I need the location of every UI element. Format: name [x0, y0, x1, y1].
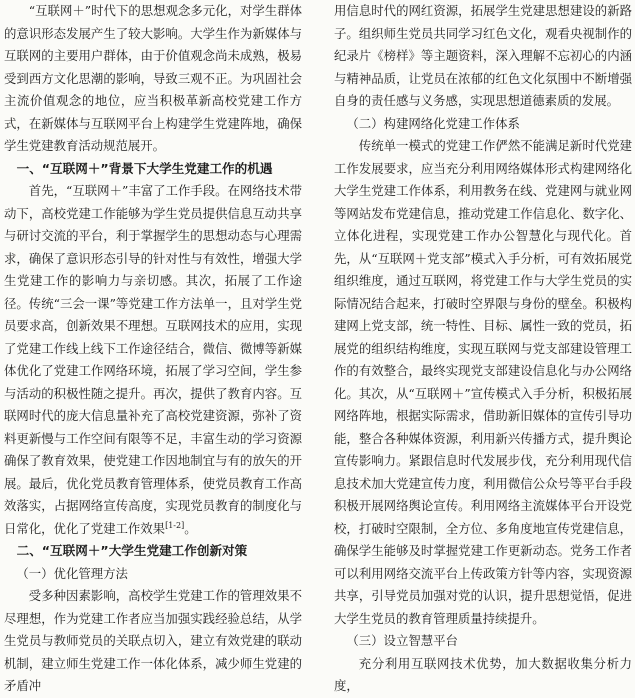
section-heading-strategies: 二、“互联网＋”大学生党建工作创新对策	[16, 543, 248, 558]
subsection-heading-smart-platform: （三）设立智慧平台	[346, 633, 458, 648]
network-system-paragraph: 传统单一模式的党建工作俨然不能满足新时代党建工作发展要求，应当充分利用网络媒体形式构建网络化大学生党建工作体系，利用教务在线、党建网与就业网等网站发布党建信息，推动党建工作信息化、数字化、立体化进程，实现党建工作办公智慧化与现代化。首先，从“互联网＋党支部”模式入手分析，可有效拓展党组织维度，通过互联网，将党建工作与大学生党员的实际情况结合起来，打破时空界限与身份的壁垒。积极构建网上党支部，统一特性、目标、属性一致的党员，拓展党的组织结构维度，实现互联网与党支部建设管理工作的有效整合，最终实现党支部建设信息化与办公网络化。其次，从“互联网＋”宣传模式入手分析，积极拓展网络阵地，根据实际需求，借助新旧媒体的宣传引导功能，整合各种媒体资源，利用新兴传播方式，提升舆论宣传影响力。紧跟信息时代发展步伐，充分利用现代信息技术加大党建宣传力度，利用微信公众号等平台手段积极开展网络舆论宣传。利用网络主流媒体平台开设党校，打破时空限制，全方位、多角度地宣传党建信息，确保学生能够及时掌握党建工作更新动态。党务工作者可以利用网络交流平台上传政策方针等内容，实现资源共享，引导党员加强对党的认识，提升思想觉悟，促进大学生党员的教育管理质量持续提升。	[334, 138, 632, 626]
intro-paragraph: “互联网＋”时代下的思想观念多元化，对学生群体的意识形态发展产生了较大影响。大学生作为新媒体与互联网的主要用户群体，由于价值观念尚未成熟，极易受到西方文化思潮的影响，导致三观不正。为巩固社会主流价值观念的地位，应当积极革新高校党建工作方式，在新媒体与互联网平台上构建学生党建阵地，确保学生党建教育活动规范展开。	[4, 3, 302, 153]
opportunities-text: 首先，“互联网＋”丰富了工作手段。在网络技术带动下，高校党建工作能够为学生党员提供信息互动共享与研讨交流的平台，利于掌握学生的思想动态与心理需求，确保了意识形态引导的针对性与有效性，增强大学生党建工作的影响力与亲切感。其次，拓展了工作途径。传统“三会一课”等党建工作方法单一，且对学生党员要求高，创新效果不理想。互联网技术的应用，实现了党建工作线上线下工作途径结合，微信、微博等新媒体优化了党建工作网络环境，拓展了学习空间，学生参与活动的积极性随之提升。再次，提供了教育内容。互联网时代的庞大信息量补充了高校党建资源，弥补了资料更新慢与工作空间有限等不足，丰富生动的学习资源确保了教育效果，使党建工作因地制宜与有的放矢的开展。最后，优化党员教育管理体系，使党员教育工作高效落实，占据网络宣传高度，实现党员教育的制度化与日常化，优化了党建工作效果	[4, 183, 302, 536]
continued-paragraph: 用信息时代的网红资源，拓展学生党建思想建设的新路子。组织师生党员共同学习红色文化，观看央视制作的纪录片《榜样》等主题资料，深入理解不忘初心的内涵与精神品质，让党员在浓郁的红色文化氛围中不断增强自身的责任感与义务感，实现思想道德素质的发展。	[334, 3, 632, 108]
citation-marker: [1-2]	[165, 520, 185, 530]
section-heading-opportunities: 一、“互联网＋”背景下大学生党建工作的机遇	[16, 160, 273, 176]
subsection-heading-management: （一）优化管理方法	[16, 565, 128, 581]
left-column	[4, 0, 302, 693]
subsection-heading-network-system: （二）构建网络化党建工作体系	[346, 115, 520, 131]
right-column	[334, 0, 632, 693]
opportunities-paragraph	[4, 180, 302, 540]
opportunities-text-end: 。	[184, 520, 197, 536]
smart-platform-paragraph: 充分利用互联网技术优势，加大数据收集分析力度，	[334, 655, 632, 693]
management-paragraph: 受多种因素影响，高校学生党建工作的管理效果不尽理想，作为党建工作者应当加强实践经验总结，从学生党员与教师党员的关联点切入，建立有效党建的联动机制，建立师生党建工作一体化体系，减少师生党建的矛盾冲	[4, 588, 302, 693]
